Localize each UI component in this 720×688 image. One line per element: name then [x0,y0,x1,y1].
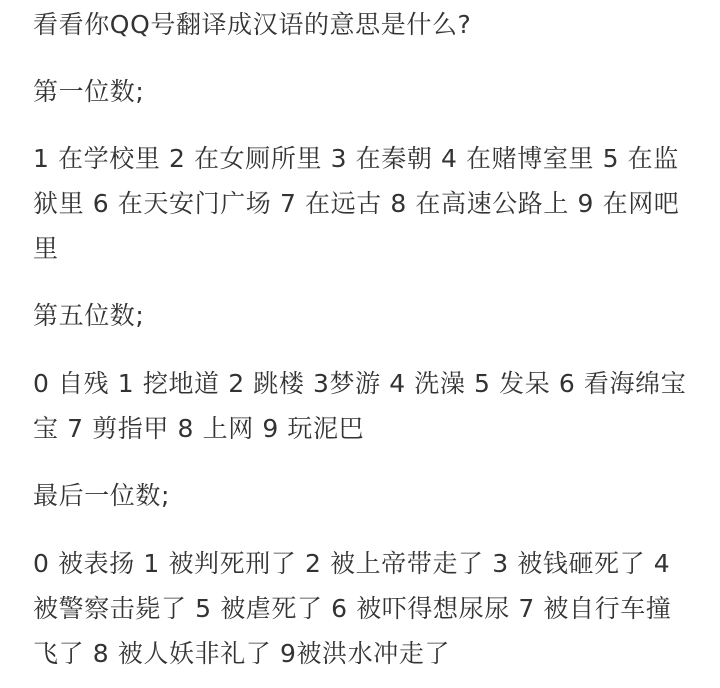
section-heading-last-digit: 最后一位数; [33,481,171,510]
post-title: 看看你QQ号翻译成汉语的意思是什么? [33,10,472,39]
section-heading-first-digit: 第一位数; [33,77,145,106]
section-body-last-digit: 0 被表扬 1 被判死刑了 2 被上帝带走了 3 被钱砸死了 4 被警察击毙了 5 被虐死了 6 被吓得想尿尿 7 被自行车撞飞了 8 被人妖非礼了 9被洪水冲走了 [33,549,672,668]
section-body-first-digit: 1 在学校里 2 在女厕所里 3 在秦朝 4 在赌博室里 5 在监狱里 6 在天安门广场 7 在远古 8 在高速公路上 9 在网吧里 [33,144,680,263]
section-body-fifth-digit: 0 自残 1 挖地道 2 跳楼 3梦游 4 洗澡 5 发呆 6 看海绵宝宝 7 剪指甲 8 上网 9 玩泥巴 [33,369,687,443]
section-heading-fifth-digit: 第五位数; [33,301,145,330]
